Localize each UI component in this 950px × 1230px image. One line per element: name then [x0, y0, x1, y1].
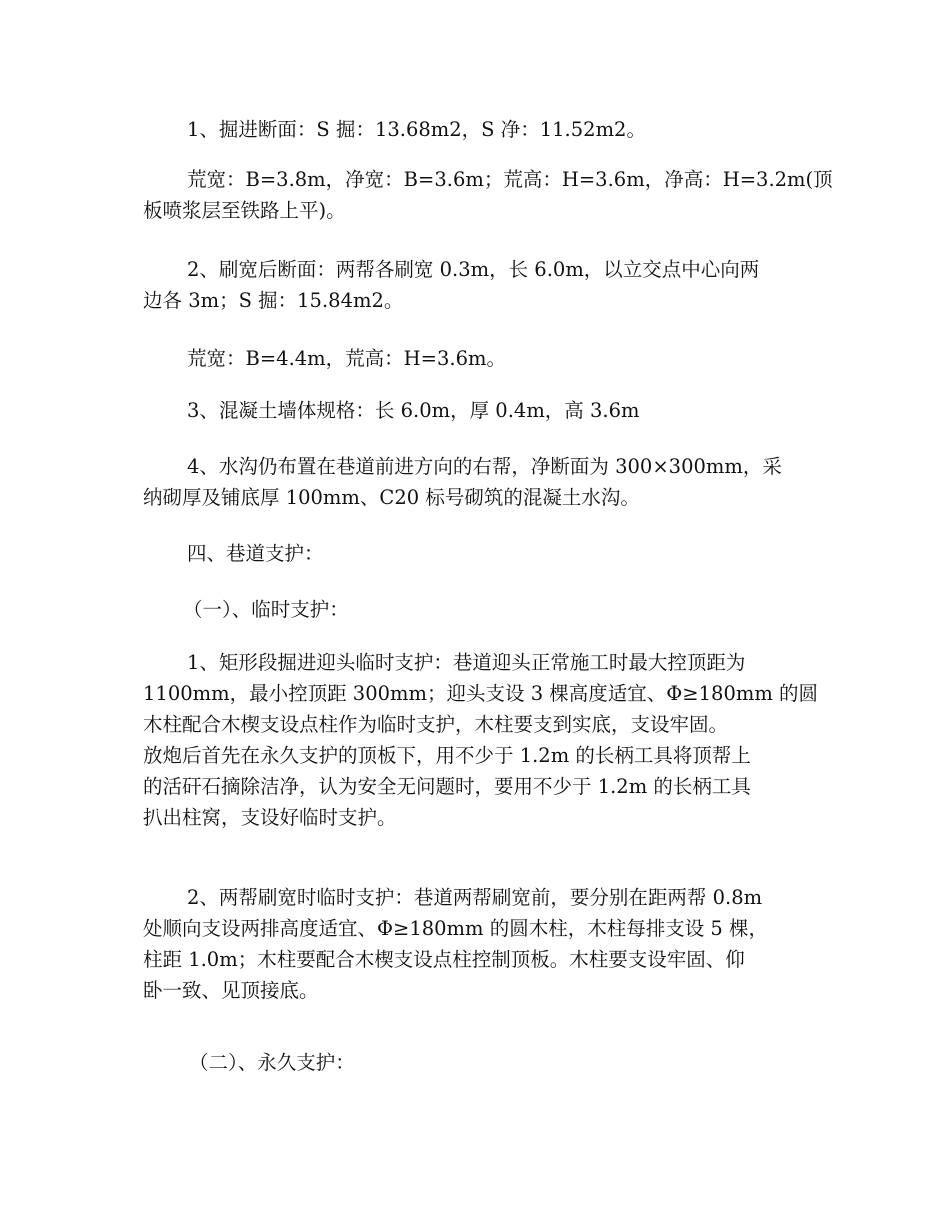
text-line: 扒出柱窝，支设好临时支护。: [143, 806, 397, 829]
paragraph-widened-dimensions: [143, 343, 813, 374]
text-line: 1、掘进断面：S 掘：13.68m2，S 净：11.52m2。: [187, 118, 646, 141]
text-line: 的活矸石摘除洁净，认为安全无问题时，要用不少于 1.2m 的长柄工具: [143, 775, 751, 798]
text-line: 荒宽：B=4.4m，荒高：H=3.6m。: [187, 347, 507, 370]
section-heading-roadway-support: [143, 538, 813, 569]
subheading-permanent-support: [143, 1047, 813, 1078]
paragraph-concrete-wall: [143, 395, 813, 426]
text-line: 纳砌厚及铺底厚 100mm、C20 标号砌筑的混凝土水沟。: [143, 486, 640, 509]
text-line: 处顺向支设两排高度适宜、Φ≥180mm 的圆木柱，木柱每排支设 5 棵，: [143, 917, 769, 940]
text-line: 1、矩形段掘进迎头临时支护：巷道迎头正常施工时最大控顶距为: [187, 651, 746, 674]
paragraph-widening-temporary-support: [143, 882, 813, 1006]
text-line: 木柱配合木楔支设点柱作为临时支护，木柱要支到实底，支设牢固。: [143, 713, 729, 736]
text-line: 板喷浆层至铁路上平)。: [143, 199, 346, 222]
text-line: 1100mm，最小控顶距 300mm；迎头支设 3 棵高度适宜、Φ≥180mm 的圆: [143, 682, 819, 705]
text-line: 3、混凝土墙体规格：长 6.0m，厚 0.4m，高 3.6m: [187, 399, 640, 422]
text-line: 边各 3m；S 掘：15.84m2。: [143, 289, 404, 312]
text-line: 2、刷宽后断面：两帮各刷宽 0.3m，长 6.0m，以立交点中心向两: [187, 258, 760, 281]
text-line: （一）、临时支护：: [183, 598, 349, 621]
text-line: 卧一致、见顶接底。: [143, 979, 319, 1002]
text-line: 四、巷道支护：: [187, 542, 324, 565]
subheading-temporary-support: [143, 594, 813, 625]
paragraph-widened-section: [143, 254, 813, 316]
text-line: 2、两帮刷宽时临时支护：巷道两帮刷宽前，要分别在距两帮 0.8m: [187, 886, 763, 909]
paragraph-rough-width: [143, 164, 833, 226]
paragraph-rectangular-temporary-support: [143, 647, 819, 833]
text-line: 4、水沟仍布置在巷道前进方向的右帮，净断面为 300×300mm，采: [187, 455, 782, 478]
paragraph-excavation-section: [143, 114, 813, 145]
text-line: （二）、永久支护：: [189, 1051, 355, 1074]
paragraph-drainage-ditch: [143, 451, 813, 513]
text-line: 荒宽：B=3.8m，净宽：B=3.6m；荒高：H=3.6m，净高：H=3.2m(顶: [187, 168, 833, 191]
text-line: 柱距 1.0m；木柱要配合木楔支设点柱控制顶板。木柱要支设牢固、仰: [143, 948, 745, 971]
text-line: 放炮后首先在永久支护的顶板下，用不少于 1.2m 的长柄工具将顶帮上: [143, 744, 751, 767]
